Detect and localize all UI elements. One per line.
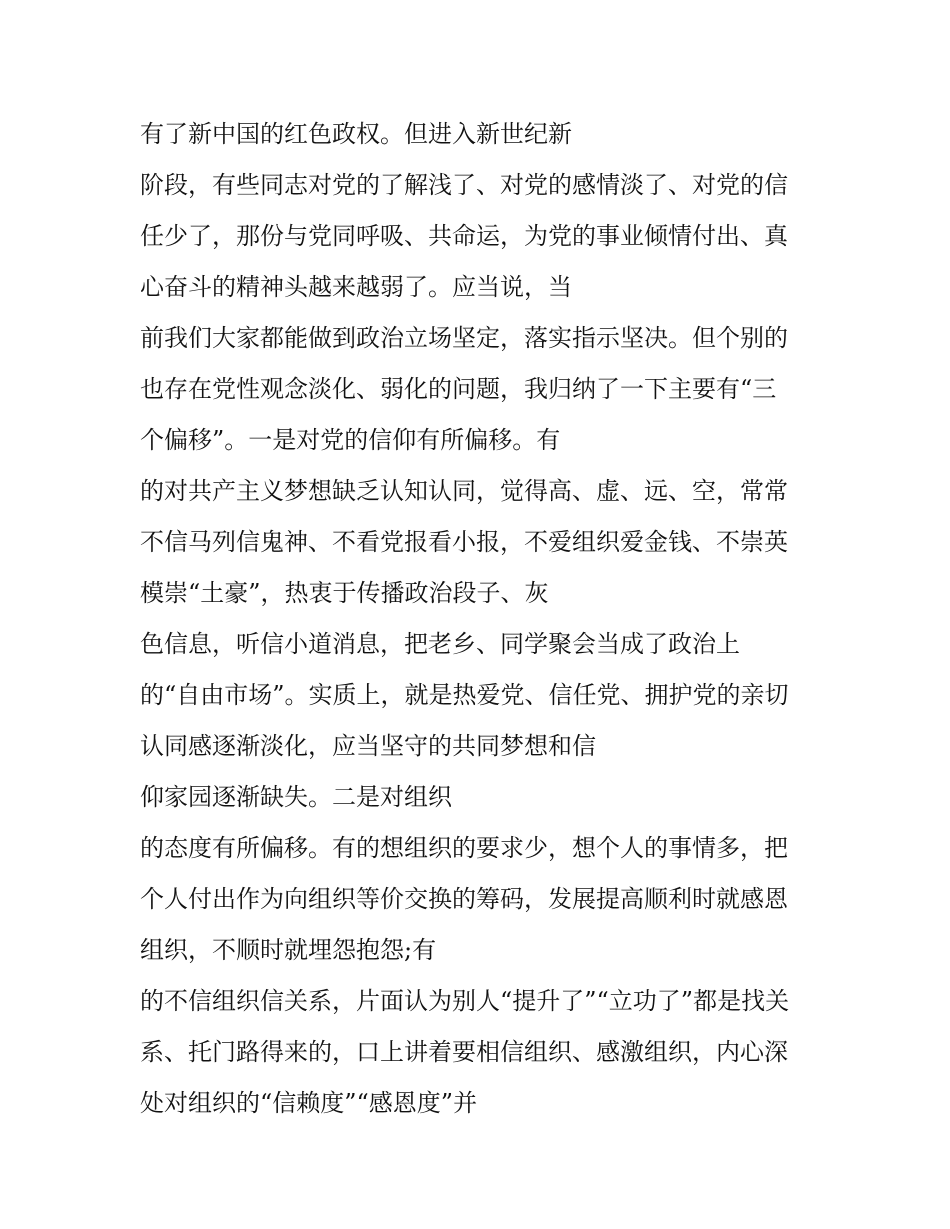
text-line: 也存在党性观念淡化、弱化的问题，我归纳了一下主要有“三 [140, 375, 777, 403]
text-line: 不信马列信鬼神、不看党报看小报，不爱组织爱金钱、不崇英 [140, 528, 788, 556]
text-line: 任少了，那份与党同呼吸、共命运，为党的事业倾情付出、真 [140, 222, 788, 250]
text-line: 个人付出作为向组织等价交换的筹码，发展提高顺利时就感恩 [140, 885, 788, 913]
text-line: 系、托门路得来的，口上讲着要相信组织、感激组织，内心深 [140, 1038, 788, 1066]
text-line: 的“自由市场”。实质上，就是热爱党、信任党、拥护党的亲切 [140, 681, 789, 709]
text-line: 的对共产主义梦想缺乏认知认同，觉得高、虚、远、空，常常 [140, 477, 788, 505]
text-line: 前我们大家都能做到政治立场坚定，落实指示坚决。但个别的 [140, 324, 788, 352]
text-line: 模崇“土豪”，热衷于传播政治段子、灰 [140, 579, 549, 607]
text-line: 处对组织的“信赖度”“感恩度”并 [140, 1089, 478, 1117]
body-text [140, 109, 820, 1129]
text-line: 的态度有所偏移。有的想组织的要求少，想个人的事情多，把 [140, 834, 788, 862]
text-line: 有了新中国的红色政权。但进入新世纪新 [140, 120, 572, 148]
text-line: 组织，不顺时就埋怨抱怨;有 [140, 936, 437, 964]
text-line: 的不信组织信关系，片面认为别人“提升了”“立功了”都是找关 [140, 987, 790, 1015]
text-line: 心奋斗的精神头越来越弱了。应当说，当 [140, 273, 572, 301]
text-line: 认同感逐渐淡化，应当坚守的共同梦想和信 [140, 732, 596, 760]
text-line: 仰家园逐渐缺失。二是对组织 [140, 783, 452, 811]
text-line: 阶段，有些同志对党的了解浅了、对党的感情淡了、对党的信 [140, 171, 788, 199]
text-line: 个偏移”。一是对党的信仰有所偏移。有 [140, 426, 561, 454]
text-line: 色信息，听信小道消息，把老乡、同学聚会当成了政治上 [140, 630, 740, 658]
